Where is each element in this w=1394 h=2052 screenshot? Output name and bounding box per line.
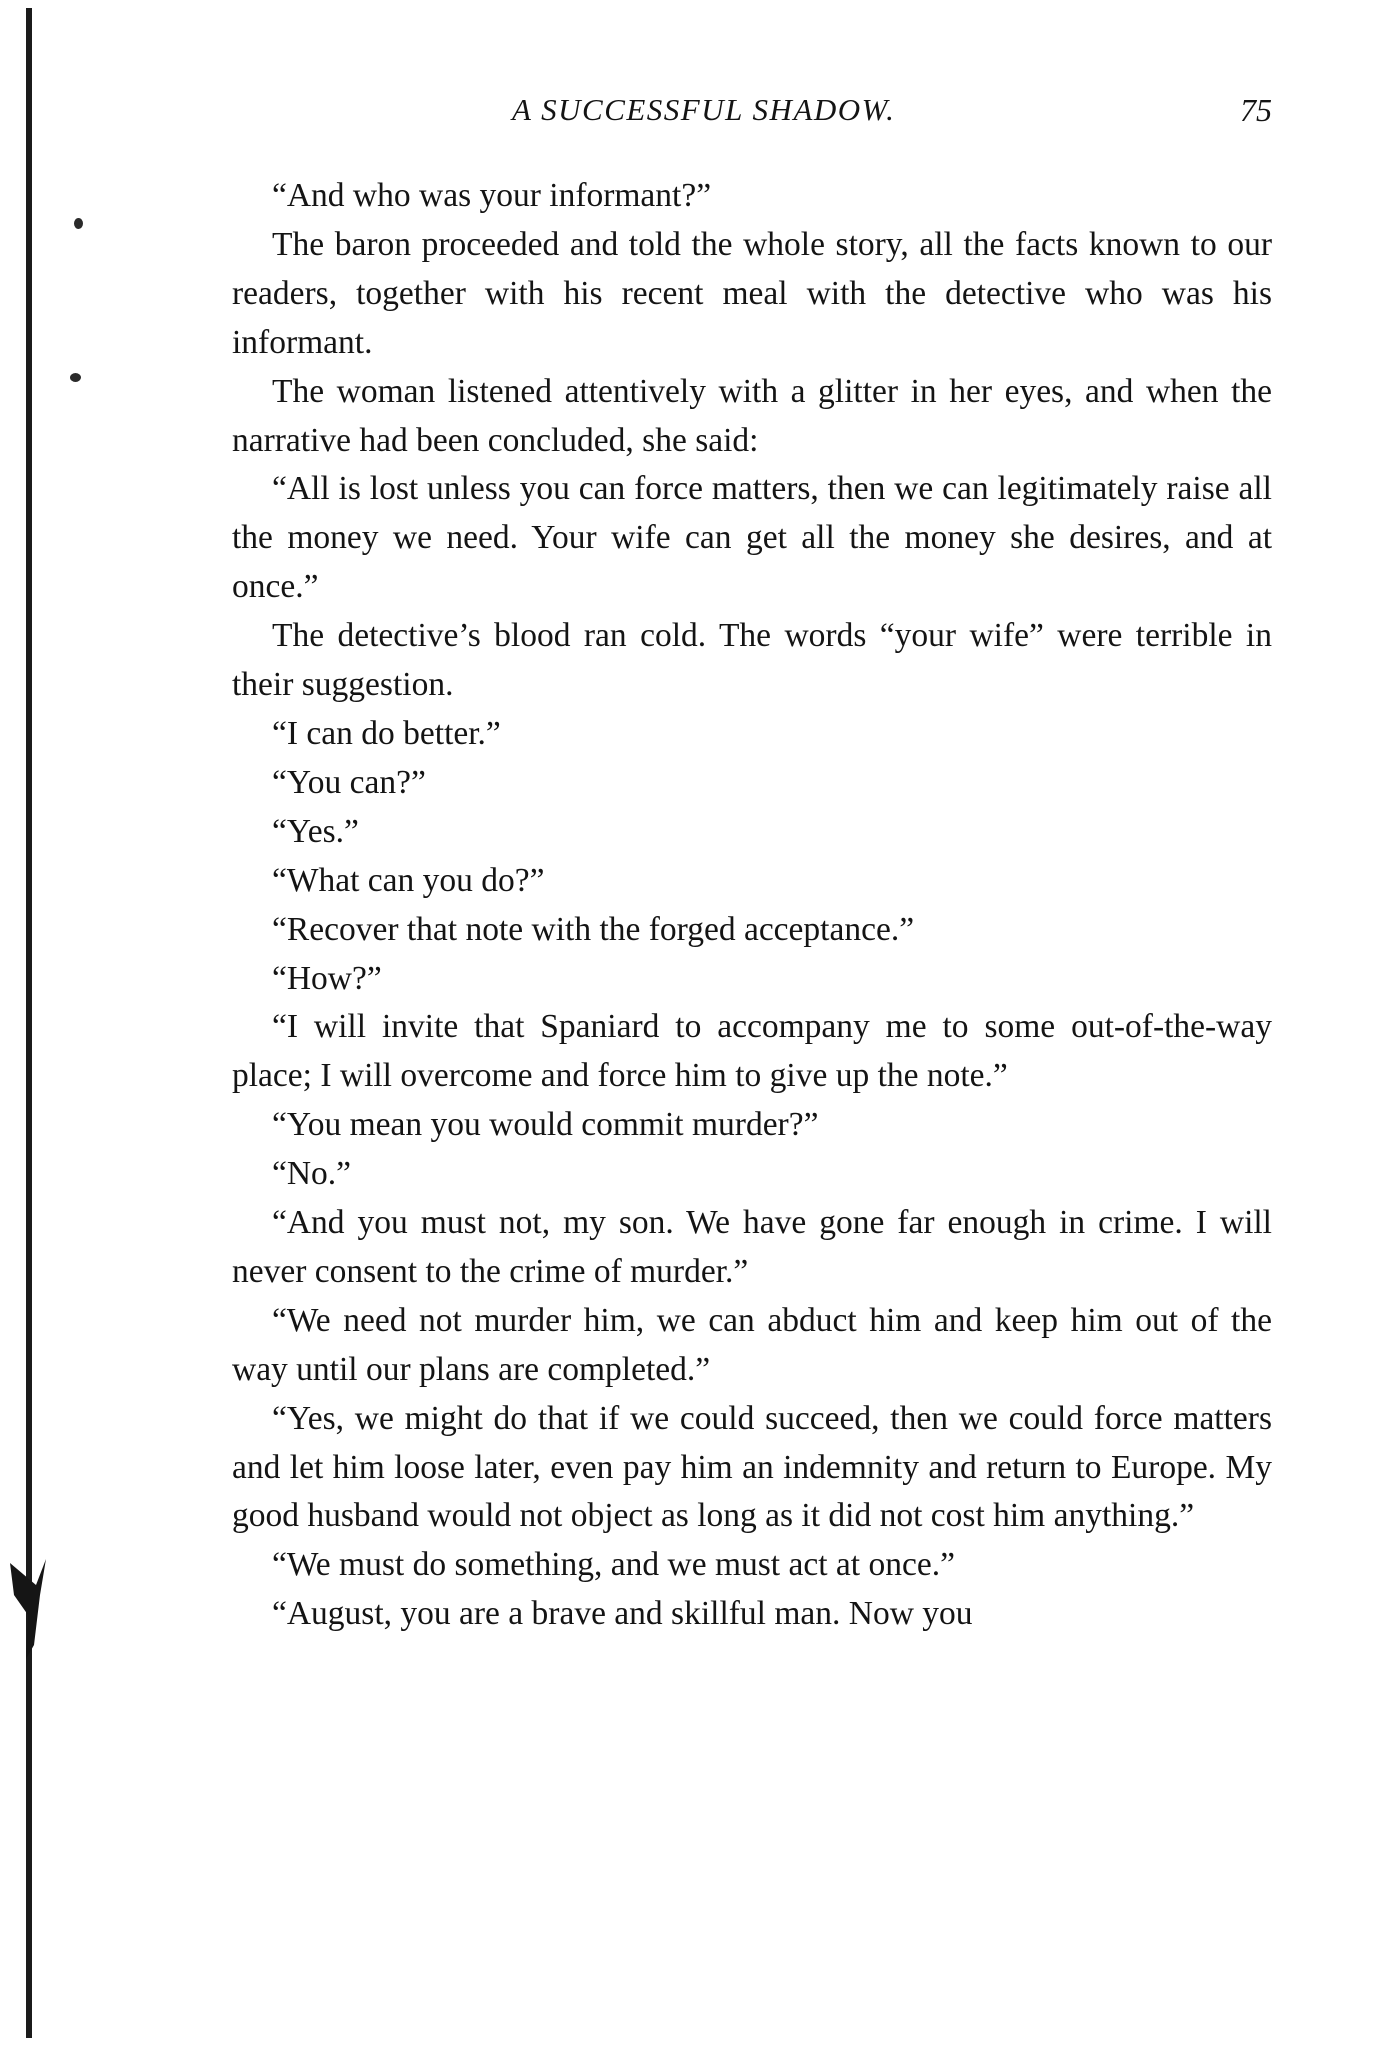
paragraph: “And who was your informant?” bbox=[272, 177, 712, 214]
paragraph: “Yes.” bbox=[272, 812, 359, 850]
paragraph: “We need not murder him, we can abduct him and keep him out of the way until our plans are completed.” bbox=[232, 1301, 1272, 1388]
paragraph: The baron proceeded and told the whole story, all the facts known to our readers, together with his recent meal with the detective who was his informant. bbox=[232, 225, 1272, 361]
paragraph: “You can?” bbox=[272, 763, 426, 801]
running-title: A SUCCESSFUL SHADOW. bbox=[512, 92, 896, 127]
paragraph: “Yes, we might do that if we could succeed, then we could force matters and let him loose later, even pay him an indemnity and return to Europe. My good husband would not object as long as it did not cost him anything.” bbox=[232, 1399, 1272, 1535]
paragraph: “And you must not, my son. We have gone far enough in crime. I will never consent to the crime of murder.” bbox=[232, 1204, 1272, 1290]
paragraph: “What can you do?” bbox=[272, 861, 545, 899]
paragraph: “I can do better.” bbox=[272, 714, 501, 752]
paragraph: The woman listened attentively with a glitter in her eyes, and when the narrative had been concluded, she said: bbox=[232, 372, 1272, 459]
body-text bbox=[232, 172, 1272, 1639]
paragraph: “All is lost unless you can force matters, then we can legitimately raise all the money we need. Your wife can get all the money she desires, and at once.” bbox=[232, 470, 1272, 606]
paragraph: “How?” bbox=[272, 959, 382, 997]
paragraph: “Recover that note with the forged acceptance.” bbox=[272, 910, 915, 948]
paragraph: “No.” bbox=[272, 1155, 352, 1193]
paragraph: The detective’s blood ran cold. The words “your wife” were terrible in their suggestion. bbox=[232, 617, 1272, 704]
paragraph: “I will invite that Spaniard to accompany me to some out-of-the-way place; I will overcome and force him to give up the note.” bbox=[232, 1008, 1272, 1095]
page-binding-edge bbox=[26, 8, 32, 2038]
margin-speck bbox=[74, 218, 83, 229]
running-head bbox=[232, 92, 1272, 136]
page-number: 75 bbox=[1240, 92, 1272, 128]
paragraph: “You mean you would commit murder?” bbox=[272, 1106, 819, 1144]
binding-damage-mark bbox=[6, 1555, 50, 1665]
paragraph: “We must do something, and we must act at once.” bbox=[272, 1546, 955, 1584]
margin-speck bbox=[70, 373, 81, 382]
paragraph: “August, you are a brave and skillful man. Now you bbox=[272, 1595, 973, 1633]
